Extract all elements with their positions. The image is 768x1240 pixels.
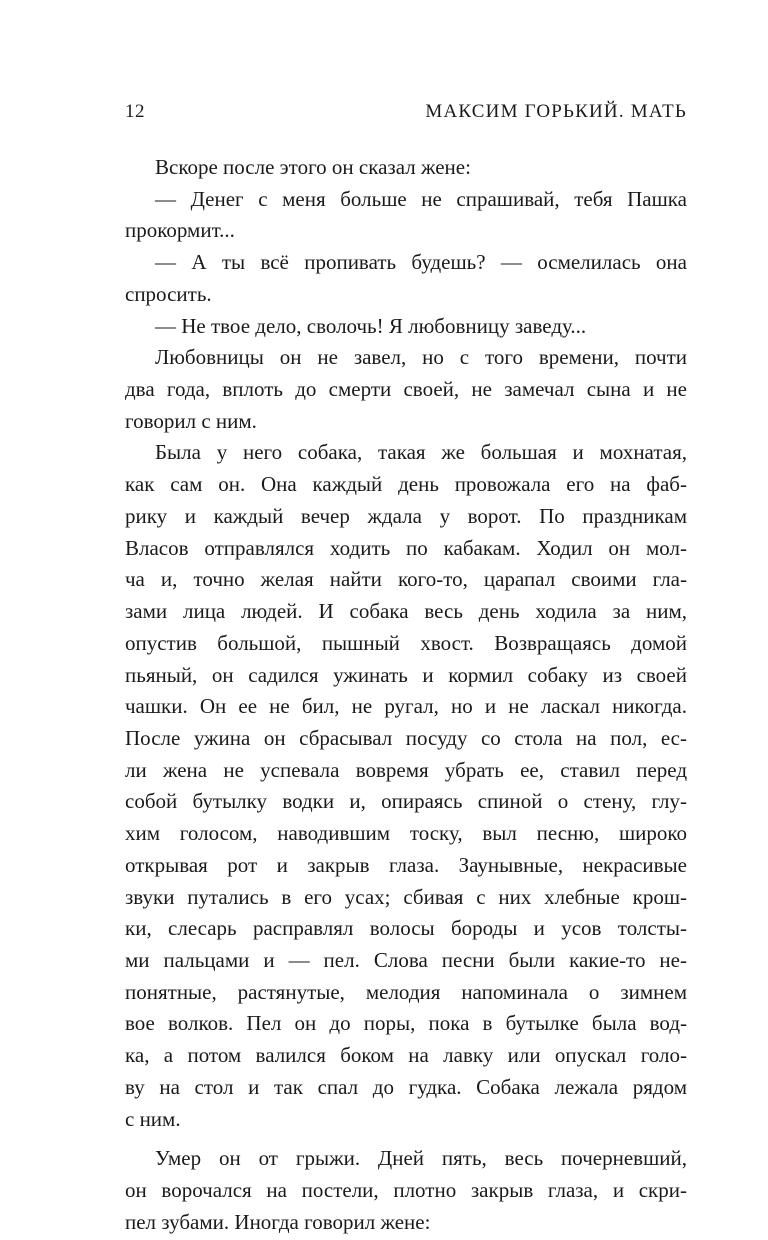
text-line: говорил с ним. (125, 408, 257, 433)
text-line: — Денег с меня больше не спрашивай, тебя Пашка (155, 186, 687, 211)
text-line: Умер он от грыжи. Дней пять, весь почерневший, (155, 1146, 687, 1171)
text-line: вое волков. Пел он до поры, пока в бутылке была вод- (125, 1011, 687, 1036)
text-line: зами лица людей. И собака весь день ходила за ним, (125, 599, 687, 624)
text-line: чашки. Он ее не бил, не ругал, но и не ласкал никогда. (125, 694, 687, 719)
body-text (125, 152, 687, 1238)
text-line: ву на стол и так спал до гудка. Собака лежала рядом (125, 1074, 687, 1099)
text-line: хим голосом, наводившим тоску, выл песню, широко (125, 821, 687, 846)
page-header (125, 96, 687, 128)
text-line: Власов отправлялся ходить по кабакам. Ходил он мол- (125, 535, 687, 560)
text-line: прокормит... (125, 218, 235, 243)
running-title: МАКСИМ ГОРЬКИЙ. МАТЬ (425, 101, 687, 122)
text-line: пьяный, он садился ужинать и кормил собаку из своей (125, 662, 687, 687)
text-line: опустив большой, пышный хвост. Возвращаясь домой (125, 630, 687, 655)
text-line: ка, а потом валился боком на лавку или опускал голо- (125, 1043, 687, 1068)
text-line: ча и, точно желая найти кого-то, царапал своими гла- (125, 567, 687, 592)
text-line: он ворочался на постели, плотно закрыв глаза, и скри- (125, 1178, 687, 1202)
text-line: как сам он. Она каждый день провожала его на фаб- (125, 472, 687, 497)
text-line: звуки путались в его усах; сбивая с них хлебные крош- (125, 884, 687, 909)
text-line: — Не твое дело, сволочь! Я любовницу заведу... (155, 313, 587, 338)
text-line: Была у него собака, такая же большая и мохнатая, (155, 440, 687, 465)
text-line: открывая рот и закрыв глаза. Заунывные, некрасивые (125, 852, 687, 877)
text-line: Любовницы он не завел, но с того времени, почти (155, 345, 687, 370)
text-line: — А ты всё пропивать будешь? — осмелилась она (155, 250, 687, 275)
text-line: ки, слесарь расправлял волосы бороды и усов толсты- (125, 916, 687, 941)
text-line: два года, вплоть до смерти своей, не замечал сына и не (125, 377, 687, 402)
text-line: с ним. (125, 1106, 181, 1131)
text-line: собой бутылку водки и, опираясь спиной о стену, глу- (125, 789, 687, 814)
text-line: После ужина он сбрасывал посуду со стола на пол, ес- (125, 725, 687, 750)
text-line: спросить. (125, 281, 212, 306)
text-line: рику и каждый вечер ждала у ворот. По праздникам (125, 503, 687, 528)
text-line: пел зубами. Иногда говорил жене: (125, 1209, 431, 1234)
text-line: ми пальцами и — пел. Слова песни были какие-то не- (125, 947, 687, 972)
page-number: 12 (125, 101, 145, 122)
text-line: понятные, растянутые, мелодия напоминала о зимнем (125, 979, 687, 1004)
text-line: ли жена не успевала вовремя убрать ее, ставил перед (125, 757, 687, 782)
text-line: Вскоре после этого он сказал жене: (155, 155, 471, 179)
